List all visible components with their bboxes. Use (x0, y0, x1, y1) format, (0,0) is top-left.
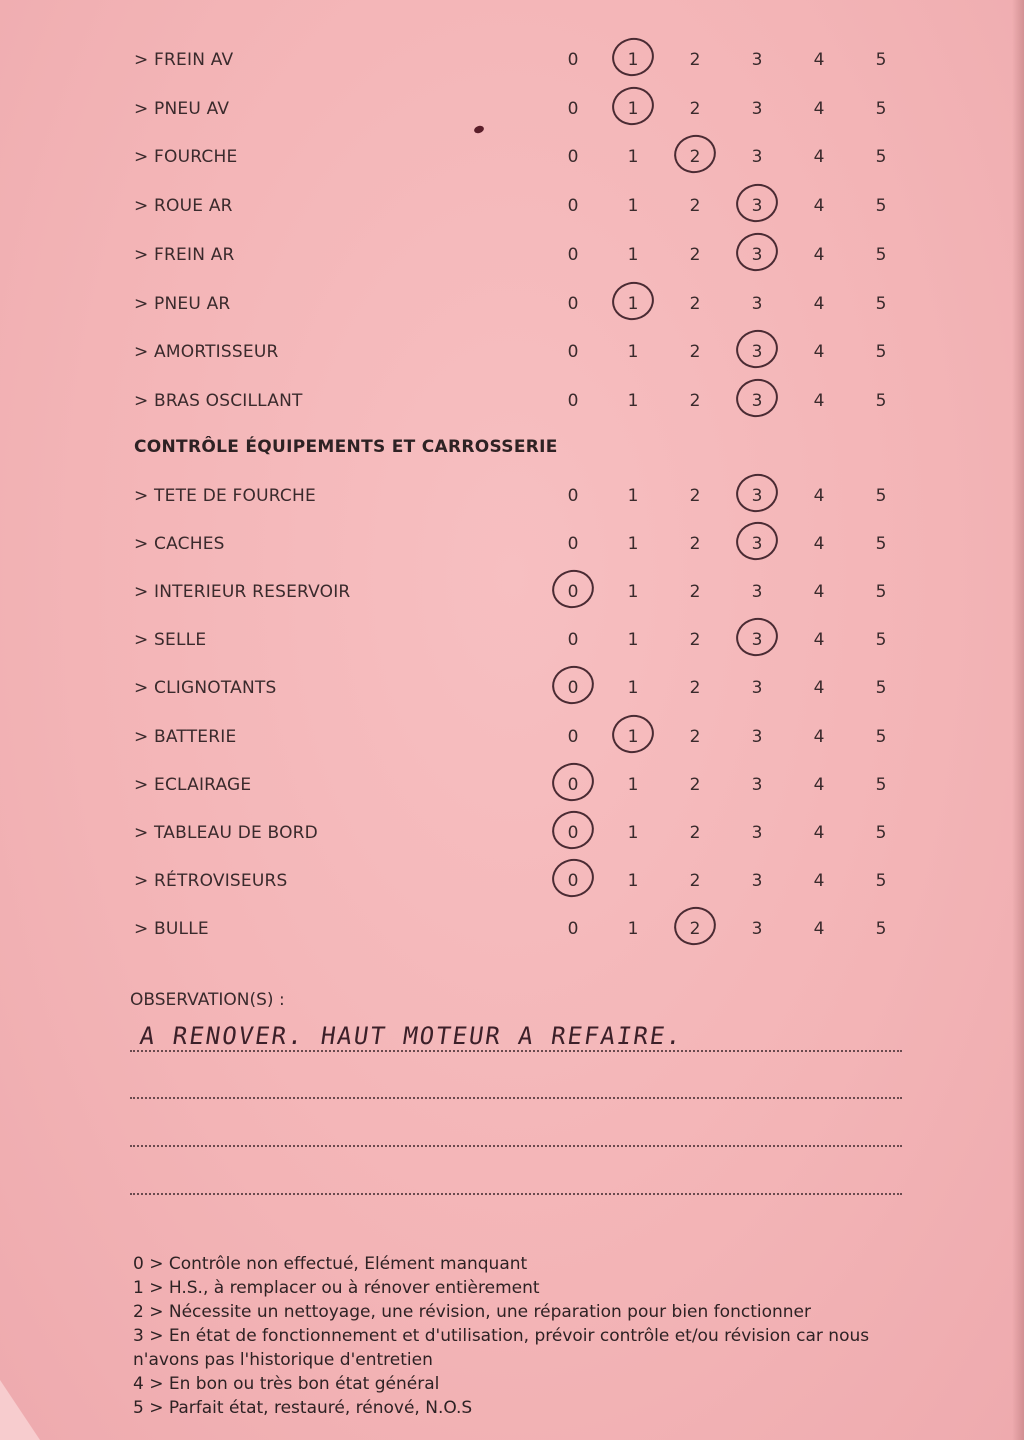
rating-option-3[interactable]: 3 (742, 196, 772, 216)
selected-rating-circle (548, 662, 598, 709)
rating-option-5[interactable]: 5 (875, 678, 887, 699)
checklist-row (0, 243, 1024, 273)
rating-option-4[interactable]: 4 (813, 50, 825, 70)
rating-option-5[interactable]: 5 (875, 390, 887, 411)
checklist-item-label: > TABLEAU DE BORD (134, 822, 318, 843)
rating-option-5[interactable]: 5 (875, 918, 887, 939)
legend-item: 4 > En bon ou très bon état général (133, 1374, 440, 1394)
rating-option-1[interactable]: 1 (618, 727, 648, 747)
checklist-item-label: > FREIN AR (134, 244, 235, 265)
legend-item: 5 > Parfait état, restauré, rénové, N.O.S (133, 1398, 473, 1418)
checklist-item-label: > TETE DE FOURCHE (134, 486, 316, 506)
rating-option-4[interactable]: 4 (813, 870, 825, 891)
observations-handwriting: A RENOVER. HAUT MOTEUR A REFAIRE. (138, 1022, 685, 1050)
rating-option-1[interactable]: 1 (627, 534, 639, 555)
rating-option-4[interactable]: 4 (813, 147, 825, 168)
rating-option-2[interactable]: 2 (689, 534, 701, 555)
checklist-row (0, 48, 1024, 78)
legend-item: 3 > En état de fonctionnement et d'utilisation, prévoir contrôle et/ou révision car nous n'avons pas l'historique d'entretien (133, 1326, 870, 1370)
rating-option-1[interactable]: 1 (627, 870, 639, 891)
checklist-item-label: > BRAS OSCILLANT (134, 390, 303, 411)
rating-option-4[interactable]: 4 (813, 678, 825, 699)
rating-option-0[interactable]: 0 (567, 726, 579, 747)
observations-label: OBSERVATION(S) : (130, 990, 285, 1010)
rating-option-5[interactable]: 5 (875, 870, 887, 891)
rating-option-0[interactable]: 0 (558, 823, 588, 843)
rating-option-2[interactable]: 2 (689, 244, 701, 265)
checklist-item-label: > CLIGNOTANTS (134, 678, 277, 699)
selected-rating-circle (732, 469, 782, 516)
rating-option-4[interactable]: 4 (813, 726, 825, 747)
rating-option-2[interactable]: 2 (680, 147, 710, 167)
rating-option-4[interactable]: 4 (813, 390, 825, 411)
rating-option-0[interactable]: 0 (567, 342, 579, 363)
rating-option-1[interactable]: 1 (627, 774, 639, 795)
rating-option-5[interactable]: 5 (875, 486, 887, 506)
checklist-item-label: > FOURCHE (134, 147, 238, 168)
rating-option-3[interactable]: 3 (751, 726, 763, 747)
rating-option-5[interactable]: 5 (875, 50, 887, 70)
rating-option-3[interactable]: 3 (742, 630, 772, 650)
rating-option-1[interactable]: 1 (618, 50, 648, 70)
rating-option-5[interactable]: 5 (875, 342, 887, 363)
rating-option-3[interactable]: 3 (751, 582, 763, 603)
selected-rating-circle (608, 33, 658, 80)
selected-rating-circle (732, 228, 782, 275)
rating-option-1[interactable]: 1 (627, 342, 639, 363)
rating-option-0[interactable]: 0 (567, 486, 579, 506)
rating-option-2[interactable]: 2 (689, 726, 701, 747)
rating-option-4[interactable]: 4 (813, 196, 825, 217)
rating-option-1[interactable]: 1 (627, 196, 639, 217)
selected-rating-circle (670, 131, 720, 178)
rating-option-5[interactable]: 5 (875, 822, 887, 843)
checklist-item-label: > ECLAIRAGE (134, 774, 252, 795)
rating-option-1[interactable]: 1 (627, 390, 639, 411)
checklist-row (0, 725, 1024, 755)
rating-option-0[interactable]: 0 (567, 293, 579, 314)
rating-option-2[interactable]: 2 (689, 630, 701, 651)
rating-option-0[interactable]: 0 (558, 871, 588, 891)
rating-option-3[interactable]: 3 (751, 147, 763, 168)
section-title: CONTRÔLE ÉQUIPEMENTS ET CARROSSERIE (134, 437, 558, 457)
legend-item: 1 > H.S., à remplacer ou à rénover entièrement (133, 1278, 540, 1298)
selected-rating-circle (670, 902, 720, 949)
rating-option-3[interactable]: 3 (742, 534, 772, 554)
rating-option-1[interactable]: 1 (618, 99, 648, 119)
rating-option-1[interactable]: 1 (618, 294, 648, 314)
checklist-item-label: > ROUE AR (134, 196, 233, 217)
rating-option-4[interactable]: 4 (813, 630, 825, 651)
rating-option-3[interactable]: 3 (751, 678, 763, 699)
rating-option-1[interactable]: 1 (627, 918, 639, 939)
rating-option-4[interactable]: 4 (813, 822, 825, 843)
rating-option-0[interactable]: 0 (567, 50, 579, 70)
checklist-item-label: > CACHES (134, 534, 225, 555)
rating-option-3[interactable]: 3 (751, 774, 763, 795)
legend-item: 2 > Nécessite un nettoyage, une révision, une réparation pour bien fonctionner (133, 1302, 811, 1322)
rating-option-2[interactable]: 2 (689, 774, 701, 795)
rating-option-5[interactable]: 5 (875, 147, 887, 168)
checklist-row (0, 917, 1024, 947)
rating-option-2[interactable]: 2 (689, 822, 701, 843)
rating-option-4[interactable]: 4 (813, 582, 825, 603)
selected-rating-circle (548, 806, 598, 853)
rating-option-0[interactable]: 0 (567, 918, 579, 939)
rating-option-5[interactable]: 5 (875, 196, 887, 217)
rating-option-5[interactable]: 5 (875, 98, 887, 119)
selected-rating-circle (732, 518, 782, 565)
rating-option-1[interactable]: 1 (627, 244, 639, 265)
rating-option-3[interactable]: 3 (751, 293, 763, 314)
checklist-row (0, 821, 1024, 851)
checklist-item-label: > SELLE (134, 630, 207, 651)
checklist-item-label: > RÉTROVISEURS (134, 870, 288, 891)
checklist-row (0, 580, 1024, 610)
selected-rating-circle (548, 854, 598, 901)
checklist-row (0, 97, 1024, 127)
rating-option-5[interactable]: 5 (875, 726, 887, 747)
rating-option-4[interactable]: 4 (813, 774, 825, 795)
rating-option-4[interactable]: 4 (813, 486, 825, 506)
selected-rating-circle (732, 374, 782, 421)
checklist-item-label: > INTERIEUR RESERVOIR (134, 582, 351, 603)
checklist-row (0, 773, 1024, 803)
observation-line (130, 1193, 902, 1195)
rating-option-3[interactable]: 3 (751, 870, 763, 891)
rating-option-5[interactable]: 5 (875, 630, 887, 651)
checklist-item-label: > AMORTISSEUR (134, 342, 279, 363)
rating-option-3[interactable]: 3 (742, 486, 772, 506)
checklist-row (0, 484, 1024, 514)
selected-rating-circle (732, 180, 782, 227)
rating-option-2[interactable]: 2 (689, 50, 701, 70)
rating-option-0[interactable]: 0 (567, 98, 579, 119)
checklist-row (0, 194, 1024, 224)
rating-option-0[interactable]: 0 (567, 390, 579, 411)
checklist-row (0, 676, 1024, 706)
checklist-row (0, 628, 1024, 658)
rating-option-1[interactable]: 1 (627, 630, 639, 651)
rating-option-0[interactable]: 0 (567, 147, 579, 168)
rating-option-2[interactable]: 2 (689, 678, 701, 699)
rating-option-2[interactable]: 2 (689, 870, 701, 891)
checklist-item-label: > PNEU AV (134, 98, 230, 119)
rating-option-0[interactable]: 0 (558, 678, 588, 698)
rating-option-1[interactable]: 1 (627, 678, 639, 699)
rating-option-1[interactable]: 1 (627, 147, 639, 168)
rating-option-5[interactable]: 5 (875, 582, 887, 603)
rating-option-0[interactable]: 0 (558, 582, 588, 602)
rating-option-4[interactable]: 4 (813, 293, 825, 314)
checklist-item-label: > BATTERIE (134, 726, 237, 747)
selected-rating-circle (608, 710, 658, 757)
rating-option-4[interactable]: 4 (813, 98, 825, 119)
rating-option-0[interactable]: 0 (567, 244, 579, 265)
rating-option-3[interactable]: 3 (751, 822, 763, 843)
checklist-row (0, 340, 1024, 370)
checklist-row (0, 145, 1024, 175)
selected-rating-circle (608, 277, 658, 324)
folded-corner (0, 1380, 40, 1440)
rating-option-4[interactable]: 4 (813, 918, 825, 939)
rating-option-5[interactable]: 5 (875, 534, 887, 555)
rating-option-3[interactable]: 3 (742, 391, 772, 411)
legend-item: 0 > Contrôle non effectué, Elément manquant (133, 1254, 528, 1274)
rating-option-3[interactable]: 3 (742, 245, 772, 265)
rating-option-5[interactable]: 5 (875, 244, 887, 265)
rating-option-2[interactable]: 2 (689, 293, 701, 314)
observation-line (130, 1145, 902, 1147)
checklist-row (0, 532, 1024, 562)
rating-option-3[interactable]: 3 (751, 918, 763, 939)
rating-option-0[interactable]: 0 (567, 534, 579, 555)
rating-option-3[interactable]: 3 (751, 50, 763, 70)
rating-option-2[interactable]: 2 (689, 342, 701, 363)
rating-option-2[interactable]: 2 (689, 196, 701, 217)
rating-option-2[interactable]: 2 (689, 582, 701, 603)
selected-rating-circle (548, 566, 598, 613)
rating-legend (133, 1252, 903, 1420)
selected-rating-circle (548, 758, 598, 805)
rating-option-0[interactable]: 0 (558, 775, 588, 795)
checklist-item-label: > FREIN AV (134, 50, 234, 70)
rating-option-2[interactable]: 2 (689, 98, 701, 119)
observation-line (130, 1097, 902, 1099)
rating-option-3[interactable]: 3 (742, 342, 772, 362)
checklist-row (0, 389, 1024, 419)
checklist-row (0, 292, 1024, 322)
rating-option-1[interactable]: 1 (627, 822, 639, 843)
checklist-row (0, 869, 1024, 899)
checklist-item-label: > BULLE (134, 918, 209, 939)
rating-option-4[interactable]: 4 (813, 534, 825, 555)
checklist-item-label: > PNEU AR (134, 293, 231, 314)
selected-rating-circle (732, 614, 782, 661)
rating-option-4[interactable]: 4 (813, 342, 825, 363)
rating-option-1[interactable]: 1 (627, 486, 639, 506)
observation-line (130, 1050, 902, 1052)
rating-option-3[interactable]: 3 (751, 98, 763, 119)
rating-option-2[interactable]: 2 (689, 486, 701, 506)
rating-option-0[interactable]: 0 (567, 196, 579, 217)
selected-rating-circle (732, 326, 782, 373)
rating-option-2[interactable]: 2 (680, 919, 710, 939)
rating-option-2[interactable]: 2 (689, 390, 701, 411)
rating-option-4[interactable]: 4 (813, 244, 825, 265)
rating-option-1[interactable]: 1 (627, 582, 639, 603)
rating-option-5[interactable]: 5 (875, 293, 887, 314)
rating-option-0[interactable]: 0 (567, 630, 579, 651)
selected-rating-circle (608, 82, 658, 129)
rating-option-5[interactable]: 5 (875, 774, 887, 795)
